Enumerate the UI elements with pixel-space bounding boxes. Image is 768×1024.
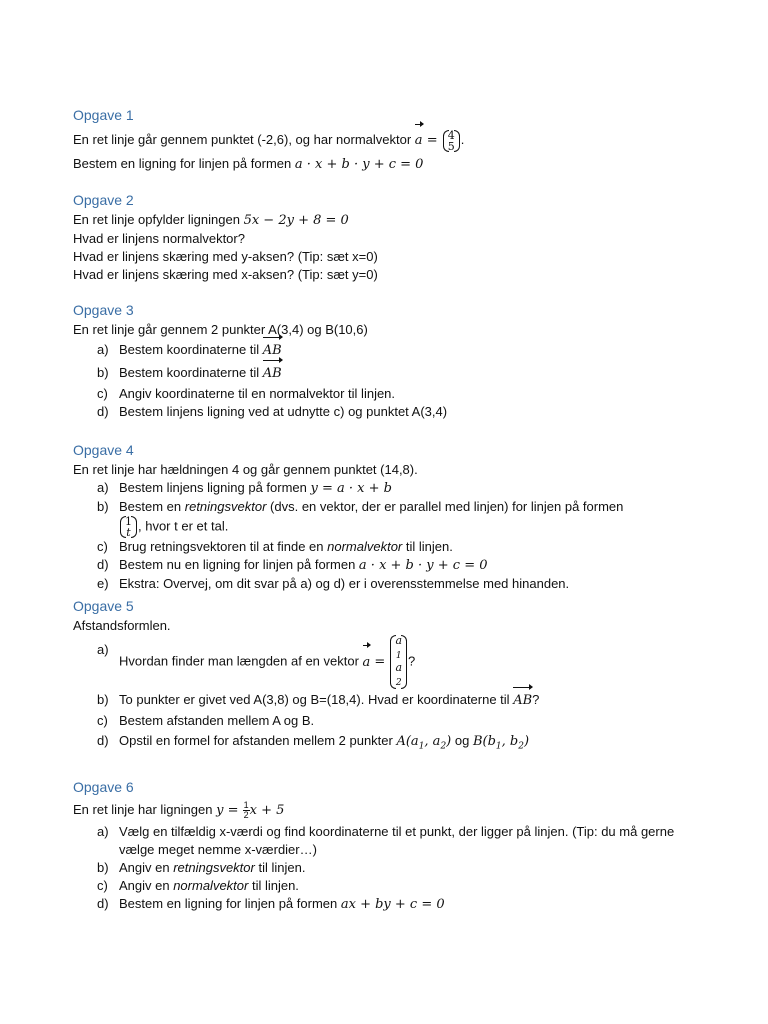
direction-vector-column (120, 516, 137, 538)
opgave-1-line-2 (73, 155, 713, 174)
item-label: d) (97, 557, 109, 572)
text: En ret linje har ligningen (73, 801, 217, 817)
opgave-4-intro: En ret linje har hældningen 4 og går gennem punktet (14,8). (73, 462, 418, 477)
item-label: a) (97, 823, 109, 839)
equals: = (370, 654, 390, 670)
list-item (73, 339, 713, 362)
item-text: til linjen. (254, 859, 306, 875)
list-item (73, 538, 713, 556)
list-item (73, 635, 713, 689)
math: x + 5 (249, 802, 285, 818)
item-text: til linjen. (402, 539, 453, 554)
opgave-3-items (73, 339, 713, 421)
item-label: c) (97, 386, 108, 401)
subscript: 1 (418, 741, 425, 752)
item-label: a) (97, 642, 109, 657)
item-text: Bestem nu en ligning for linjen på formen (119, 557, 359, 572)
math: ) (523, 734, 530, 750)
item-text: Bestem linjens ligning på formen (119, 480, 311, 495)
equation: 5x − 2y + 8 = 0 (243, 213, 349, 228)
item-text: Bestem en ligning for linjen på formen (119, 895, 341, 911)
opgave-2-line-2: Hvad er linjens normalvektor? (73, 231, 245, 246)
text: En ret linje går gennem punktet (-2,6), og har normalvektor (73, 132, 415, 147)
opgave-2-line-1 (73, 211, 713, 230)
opgave-1 (73, 106, 713, 174)
text: En ret linje opfylder ligningen (73, 212, 244, 227)
question-mark: ? (532, 692, 540, 708)
vector-ab: AB (263, 340, 282, 362)
item-text: Hvordan finder man længden af en vektor (119, 653, 363, 669)
item-text: Bestem koordinaterne til (119, 365, 263, 380)
item-label: d) (97, 404, 109, 419)
opgave-6-items (73, 823, 713, 914)
vec-bottom: 5 (447, 139, 455, 153)
list-item (73, 730, 713, 758)
item-text: (dvs. en vektor, der er parallel med linjen) for linjen på formen (266, 499, 624, 514)
subscript: 1 (395, 651, 402, 662)
list-item (73, 498, 713, 516)
item-text: Bestem en (119, 499, 185, 514)
item-text: Angiv en (119, 877, 174, 893)
math: y = (216, 802, 243, 818)
item-label: c) (97, 539, 108, 554)
item-text: Brug retningsvektoren til at finde en (119, 539, 328, 554)
equals: = (422, 133, 442, 148)
numerator: 1 (243, 800, 249, 811)
item-text: To punkter er givet ved A(3,8) og B=(18,4). Hvad er koordinaterne til (119, 692, 514, 708)
list-item-continuation (73, 516, 713, 538)
item-label: e) (97, 576, 109, 591)
opgave-5 (73, 597, 713, 758)
list-item (73, 877, 713, 895)
opgave-4 (73, 441, 713, 593)
math: , a (424, 734, 441, 750)
list-item (73, 362, 713, 385)
math: A(a (396, 734, 419, 750)
list-item (73, 385, 713, 403)
item-text: Angiv koordinaterne til en normalvektor til linjen. (119, 386, 396, 401)
math: ) (446, 734, 452, 750)
vec-top: 1 (125, 515, 132, 528)
vec-bottom: a (395, 661, 403, 675)
opgave-3-intro: En ret linje går gennem 2 punkter A(3,4) og B(10,6) (73, 322, 368, 337)
equation: ax + by + c = 0 (340, 896, 445, 912)
list-item (73, 823, 699, 859)
item-label: a) (97, 342, 109, 357)
equation: a · x + b · y + c = 0 (294, 157, 424, 172)
opgave-1-line-1 (73, 126, 713, 155)
item-label: b) (97, 692, 109, 708)
opgave-1-heading: Opgave 1 (73, 107, 134, 123)
item-text: til linjen. (248, 877, 299, 893)
denominator: 2 (243, 810, 249, 821)
fraction (243, 801, 250, 820)
vec-bottom: t (126, 526, 131, 539)
italic-term: normalvektor (173, 877, 249, 893)
item-text: Angiv en (119, 859, 174, 875)
opgave-6 (73, 778, 713, 914)
item-text: Bestem afstanden mellem A og B. (119, 713, 315, 729)
opgave-5-heading: Opgave 5 (73, 598, 134, 614)
equation: y = a · x + b (310, 481, 392, 496)
list-item (73, 712, 713, 730)
item-label: b) (97, 365, 109, 380)
opgave-2-line-4: Hvad er linjens skæring med x-aksen? (Tip: sæt y=0) (73, 267, 378, 282)
document-page (73, 106, 713, 931)
item-text: Ekstra: Overvej, om dit svar på a) og d) er i overensstemmelse med hinanden. (119, 576, 570, 591)
opgave-3-heading: Opgave 3 (73, 302, 134, 318)
subscript: 2 (395, 678, 402, 689)
item-text: Opstil en formel for afstanden mellem 2 punkter (119, 733, 397, 749)
math: , b (501, 734, 519, 750)
item-text: og (451, 733, 473, 749)
italic-term: retningsvektor (173, 859, 255, 875)
item-label: b) (97, 499, 109, 514)
list-item (73, 689, 713, 712)
opgave-5-intro: Afstandsformlen. (73, 618, 171, 633)
italic-term: normalvektor (327, 539, 403, 554)
item-text: , hvor t er et tal. (138, 518, 229, 534)
text: Bestem en ligning for linjen på formen (73, 156, 295, 171)
opgave-4-heading: Opgave 4 (73, 442, 134, 458)
list-item (73, 403, 713, 421)
opgave-6-heading: Opgave 6 (73, 778, 134, 795)
math: B(b (472, 734, 496, 750)
item-text: Bestem koordinaterne til (119, 342, 263, 357)
opgave-5-items (73, 635, 713, 758)
subscript: 2 (440, 741, 447, 752)
list-item (73, 556, 713, 575)
item-label: a) (97, 480, 109, 495)
item-label: c) (97, 877, 108, 893)
vector-a: a (415, 127, 423, 155)
item-text: Bestem linjens ligning ved at udnytte c) og punktet A(3,4) (119, 404, 448, 419)
question-mark: ? (408, 653, 416, 669)
item-label: d) (97, 733, 109, 749)
list-item (73, 575, 713, 593)
vec-top: a (395, 634, 403, 647)
equation: a · x + b · y + c = 0 (358, 558, 488, 573)
italic-term: retningsvektor (184, 499, 267, 514)
period: . (460, 132, 465, 147)
subscript: 2 (518, 741, 524, 752)
list-item (73, 895, 713, 914)
item-label: d) (97, 895, 109, 911)
item-label: b) (97, 859, 109, 875)
item-text: Vælg en tilfældig x-værdi og find koordinaterne til et punkt, der ligger på linjen. (Tip: du må gerne vælge meget nemme x-værdier…) (119, 823, 675, 857)
subscript: 1 (495, 741, 502, 752)
opgave-2-heading: Opgave 2 (73, 192, 134, 208)
normal-vector-column (443, 130, 460, 152)
list-item (73, 859, 713, 877)
vector-a: a (363, 648, 371, 678)
vector-ab: AB (513, 690, 532, 712)
vector-column (390, 635, 407, 689)
opgave-2-line-3: Hvad er linjens skæring med y-aksen? (Tip: sæt x=0) (73, 249, 378, 264)
opgave-6-intro (73, 798, 713, 823)
opgave-2 (73, 191, 713, 284)
opgave-4-items (73, 479, 713, 593)
list-item (73, 479, 713, 498)
vec-top: 4 (447, 128, 455, 142)
item-label: c) (97, 713, 108, 729)
vector-ab: AB (263, 363, 282, 385)
opgave-3 (73, 301, 713, 421)
